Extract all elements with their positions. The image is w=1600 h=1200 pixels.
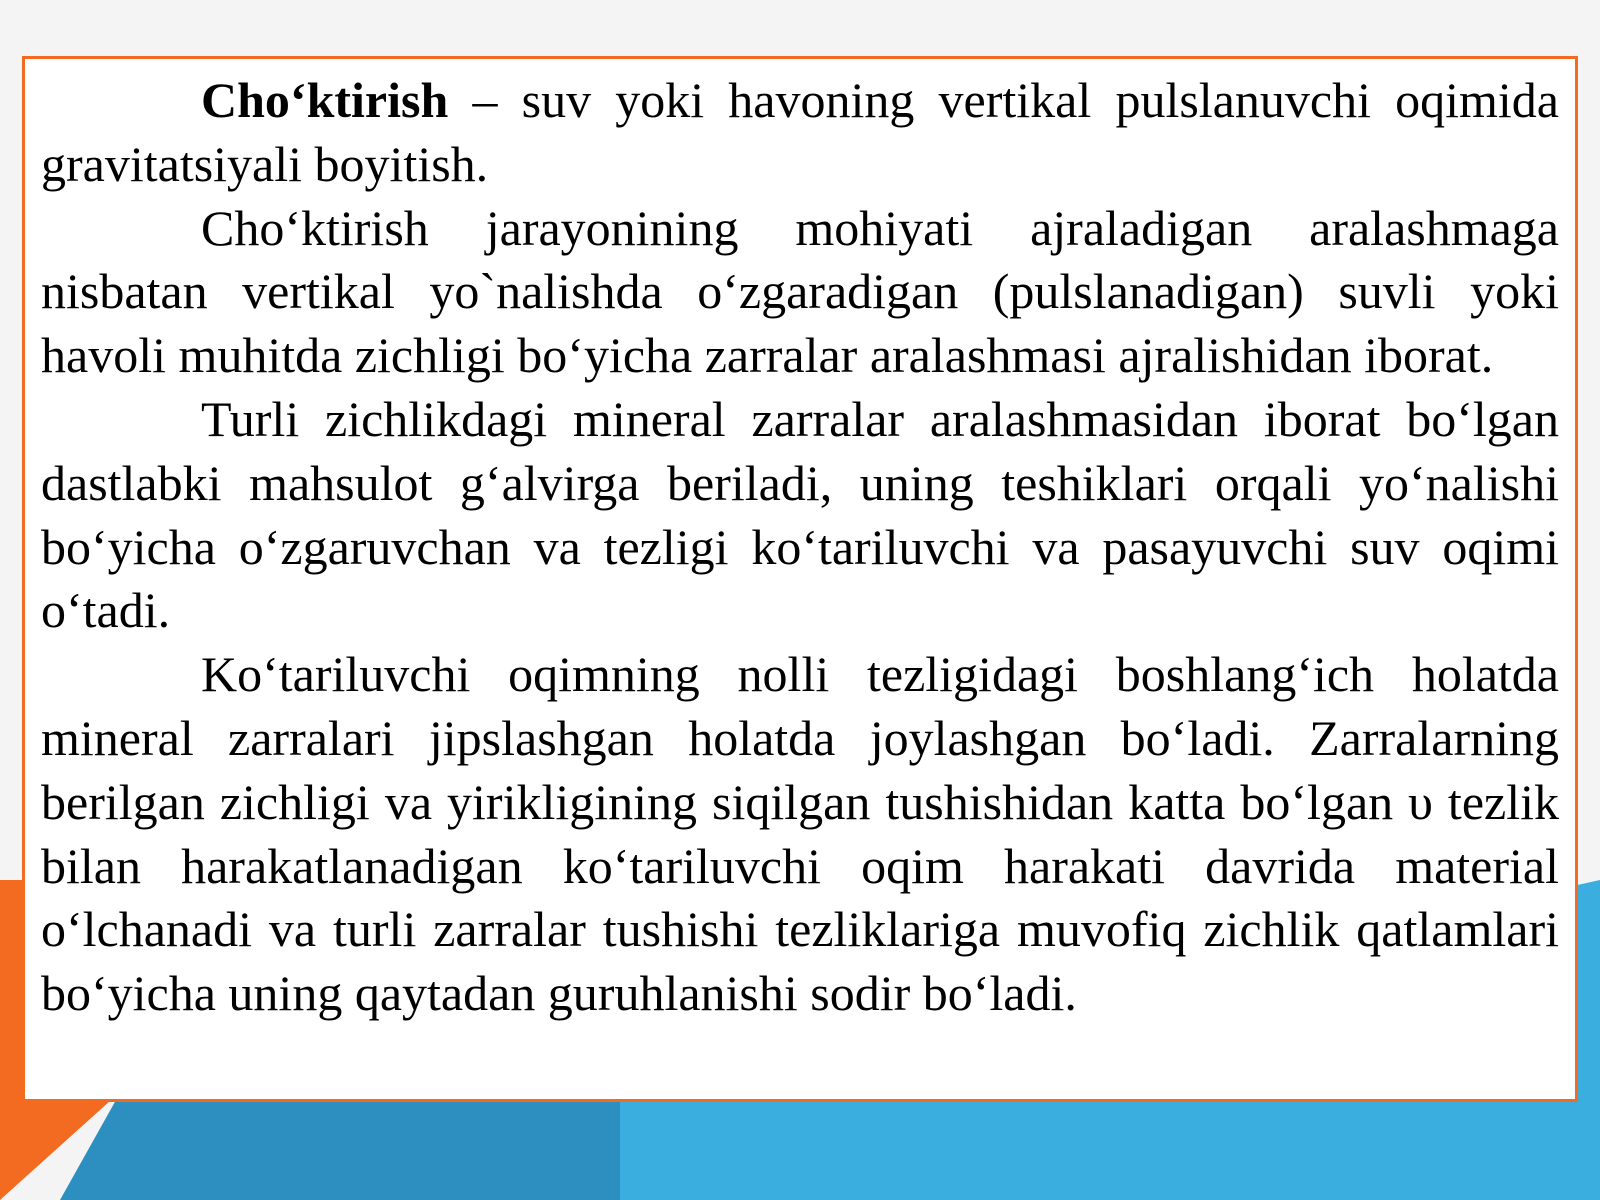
paragraph-text: – suv yoki havoning vertikal pulslanuvchi oqimida gravitatsiyali boyitish. (41, 72, 1559, 192)
term-heading: Cho‘ktirish (201, 72, 449, 128)
text-frame (22, 56, 1578, 1102)
paragraph-process: Turli zichlikdagi mineral zarralar aralashmasidan iborat bo‘lgan dastlabki mahsulot g‘alvirga beriladi, uning teshiklari orqali yo‘nalishi bo‘yicha o‘zgaruvchan va tezligi ko‘tariluvchi va pasayuvchi suv oqimi o‘tadi. (41, 390, 1559, 639)
paragraph-stratification: Ko‘tariluvchi oqimning nolli tezligidagi boshlang‘ich holatda mineral zarralari jipslashgan holatda joylashgan bo‘ladi. Zarralarning berilgan zichligi va yirikligining siqilgan tushishidan katta bo‘lgan υ tezlik bilan harakatlanadigan ko‘tariluvchi oqim harakati davrida material o‘lchanadi va turli zarralar tushishi tezliklariga muvofiq zichlik qatlamlari bo‘yicha uning qaytadan guruhlanishi sodir bo‘ladi. (41, 646, 1559, 1022)
background-blue-dark-shape (60, 1100, 620, 1200)
paragraph-essence: Cho‘ktirish jarayonining mohiyati ajraladigan aralashmaga nisbatan vertikal yo`nalishda o‘zgaradigan (pulslanadigan) suvli yoki havoli muhitda zichligi bo‘yicha zarralar aralashmasi ajralishidan iborat. (41, 199, 1559, 384)
paragraph-definition (41, 69, 1559, 197)
